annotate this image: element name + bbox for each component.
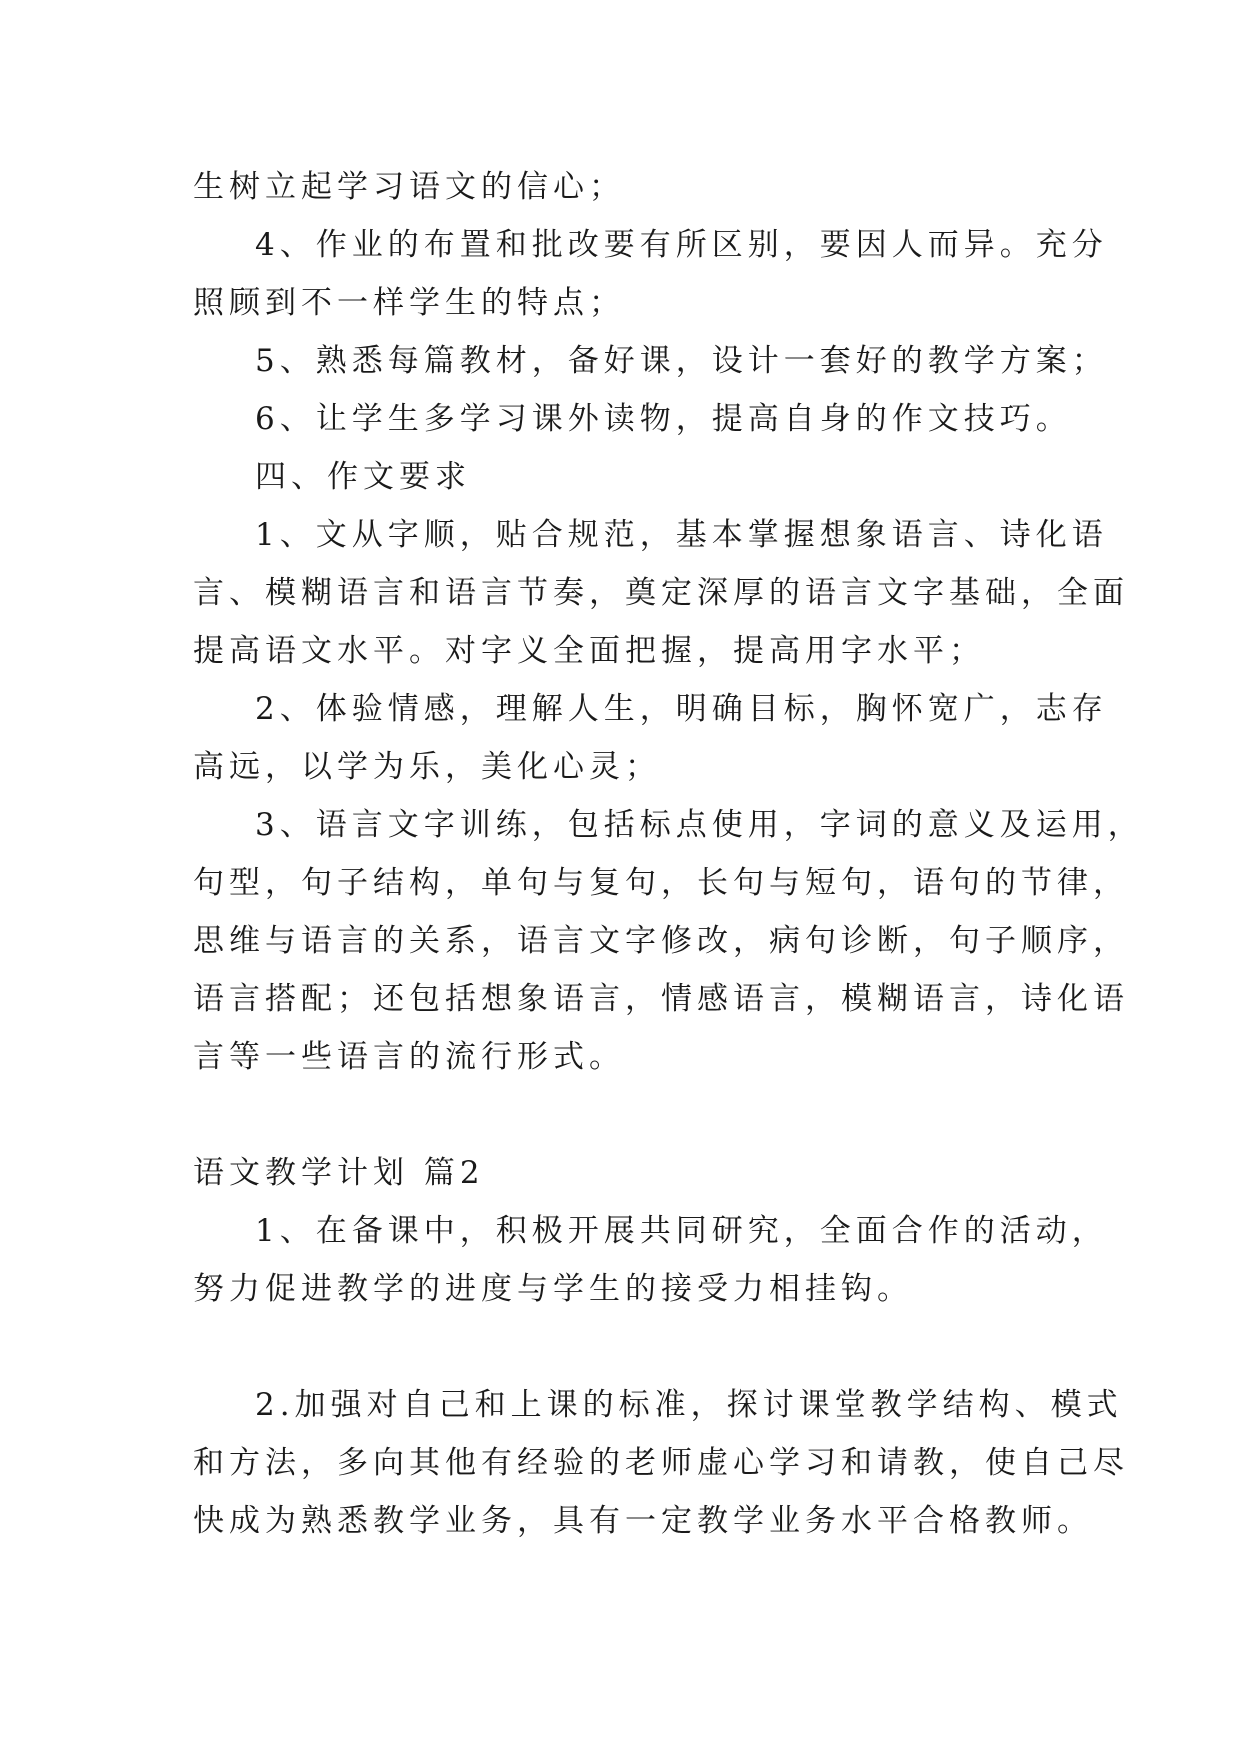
- list-item-3: 3、语言文字训练，包括标点使用，字词的意义及运用，: [255, 807, 1144, 843]
- text-line: 言等一些语言的流行形式。: [193, 1039, 625, 1075]
- text-line: 思维与语言的关系，语言文字修改，病句诊断，句子顺序，: [193, 923, 1129, 959]
- list-item-1: 1、文从字顺，贴合规范，基本掌握想象语言、诗化语: [255, 517, 1108, 553]
- text-line: 句型，句子结构，单句与复句，长句与短句，语句的节律，: [193, 865, 1129, 901]
- list-item-1: 1、在备课中，积极开展共同研究，全面合作的活动，: [255, 1213, 1108, 1249]
- list-item-5: 5、熟悉每篇教材，备好课，设计一套好的教学方案；: [255, 343, 1108, 379]
- text-line: 和方法，多向其他有经验的老师虚心学习和请教，使自己尽: [193, 1445, 1129, 1481]
- document-page: [193, 158, 1144, 1550]
- text-line: 快成为熟悉教学业务，具有一定教学业务水平合格教师。: [193, 1503, 1093, 1539]
- text-line: 语言搭配；还包括想象语言，情感语言，模糊语言，诗化语: [193, 981, 1129, 1017]
- text-line: 照顾到不一样学生的特点；: [193, 285, 625, 321]
- section-heading-4: 四、作文要求: [255, 459, 471, 495]
- text-line: 生树立起学习语文的信心；: [193, 169, 625, 205]
- text-line: 努力促进教学的进度与学生的接受力相挂钩。: [193, 1271, 913, 1307]
- text-line: 提高语文水平。对字义全面把握，提高用字水平；: [193, 633, 985, 669]
- list-item-2: 2、体验情感，理解人生，明确目标，胸怀宽广，志存: [255, 691, 1108, 727]
- list-item-4: 4、作业的布置和批改要有所区别，要因人而异。充分: [255, 227, 1108, 263]
- section-title: 语文教学计划 篇2: [193, 1155, 485, 1191]
- list-item-2: 2.加强对自己和上课的标准，探讨课堂教学结构、模式: [255, 1387, 1123, 1423]
- list-item-6: 6、让学生多学习课外读物，提高自身的作文技巧。: [255, 401, 1072, 437]
- text-line: 高远，以学为乐，美化心灵；: [193, 749, 661, 785]
- text-line: 言、模糊语言和语言节奏，奠定深厚的语言文字基础，全面: [193, 575, 1129, 611]
